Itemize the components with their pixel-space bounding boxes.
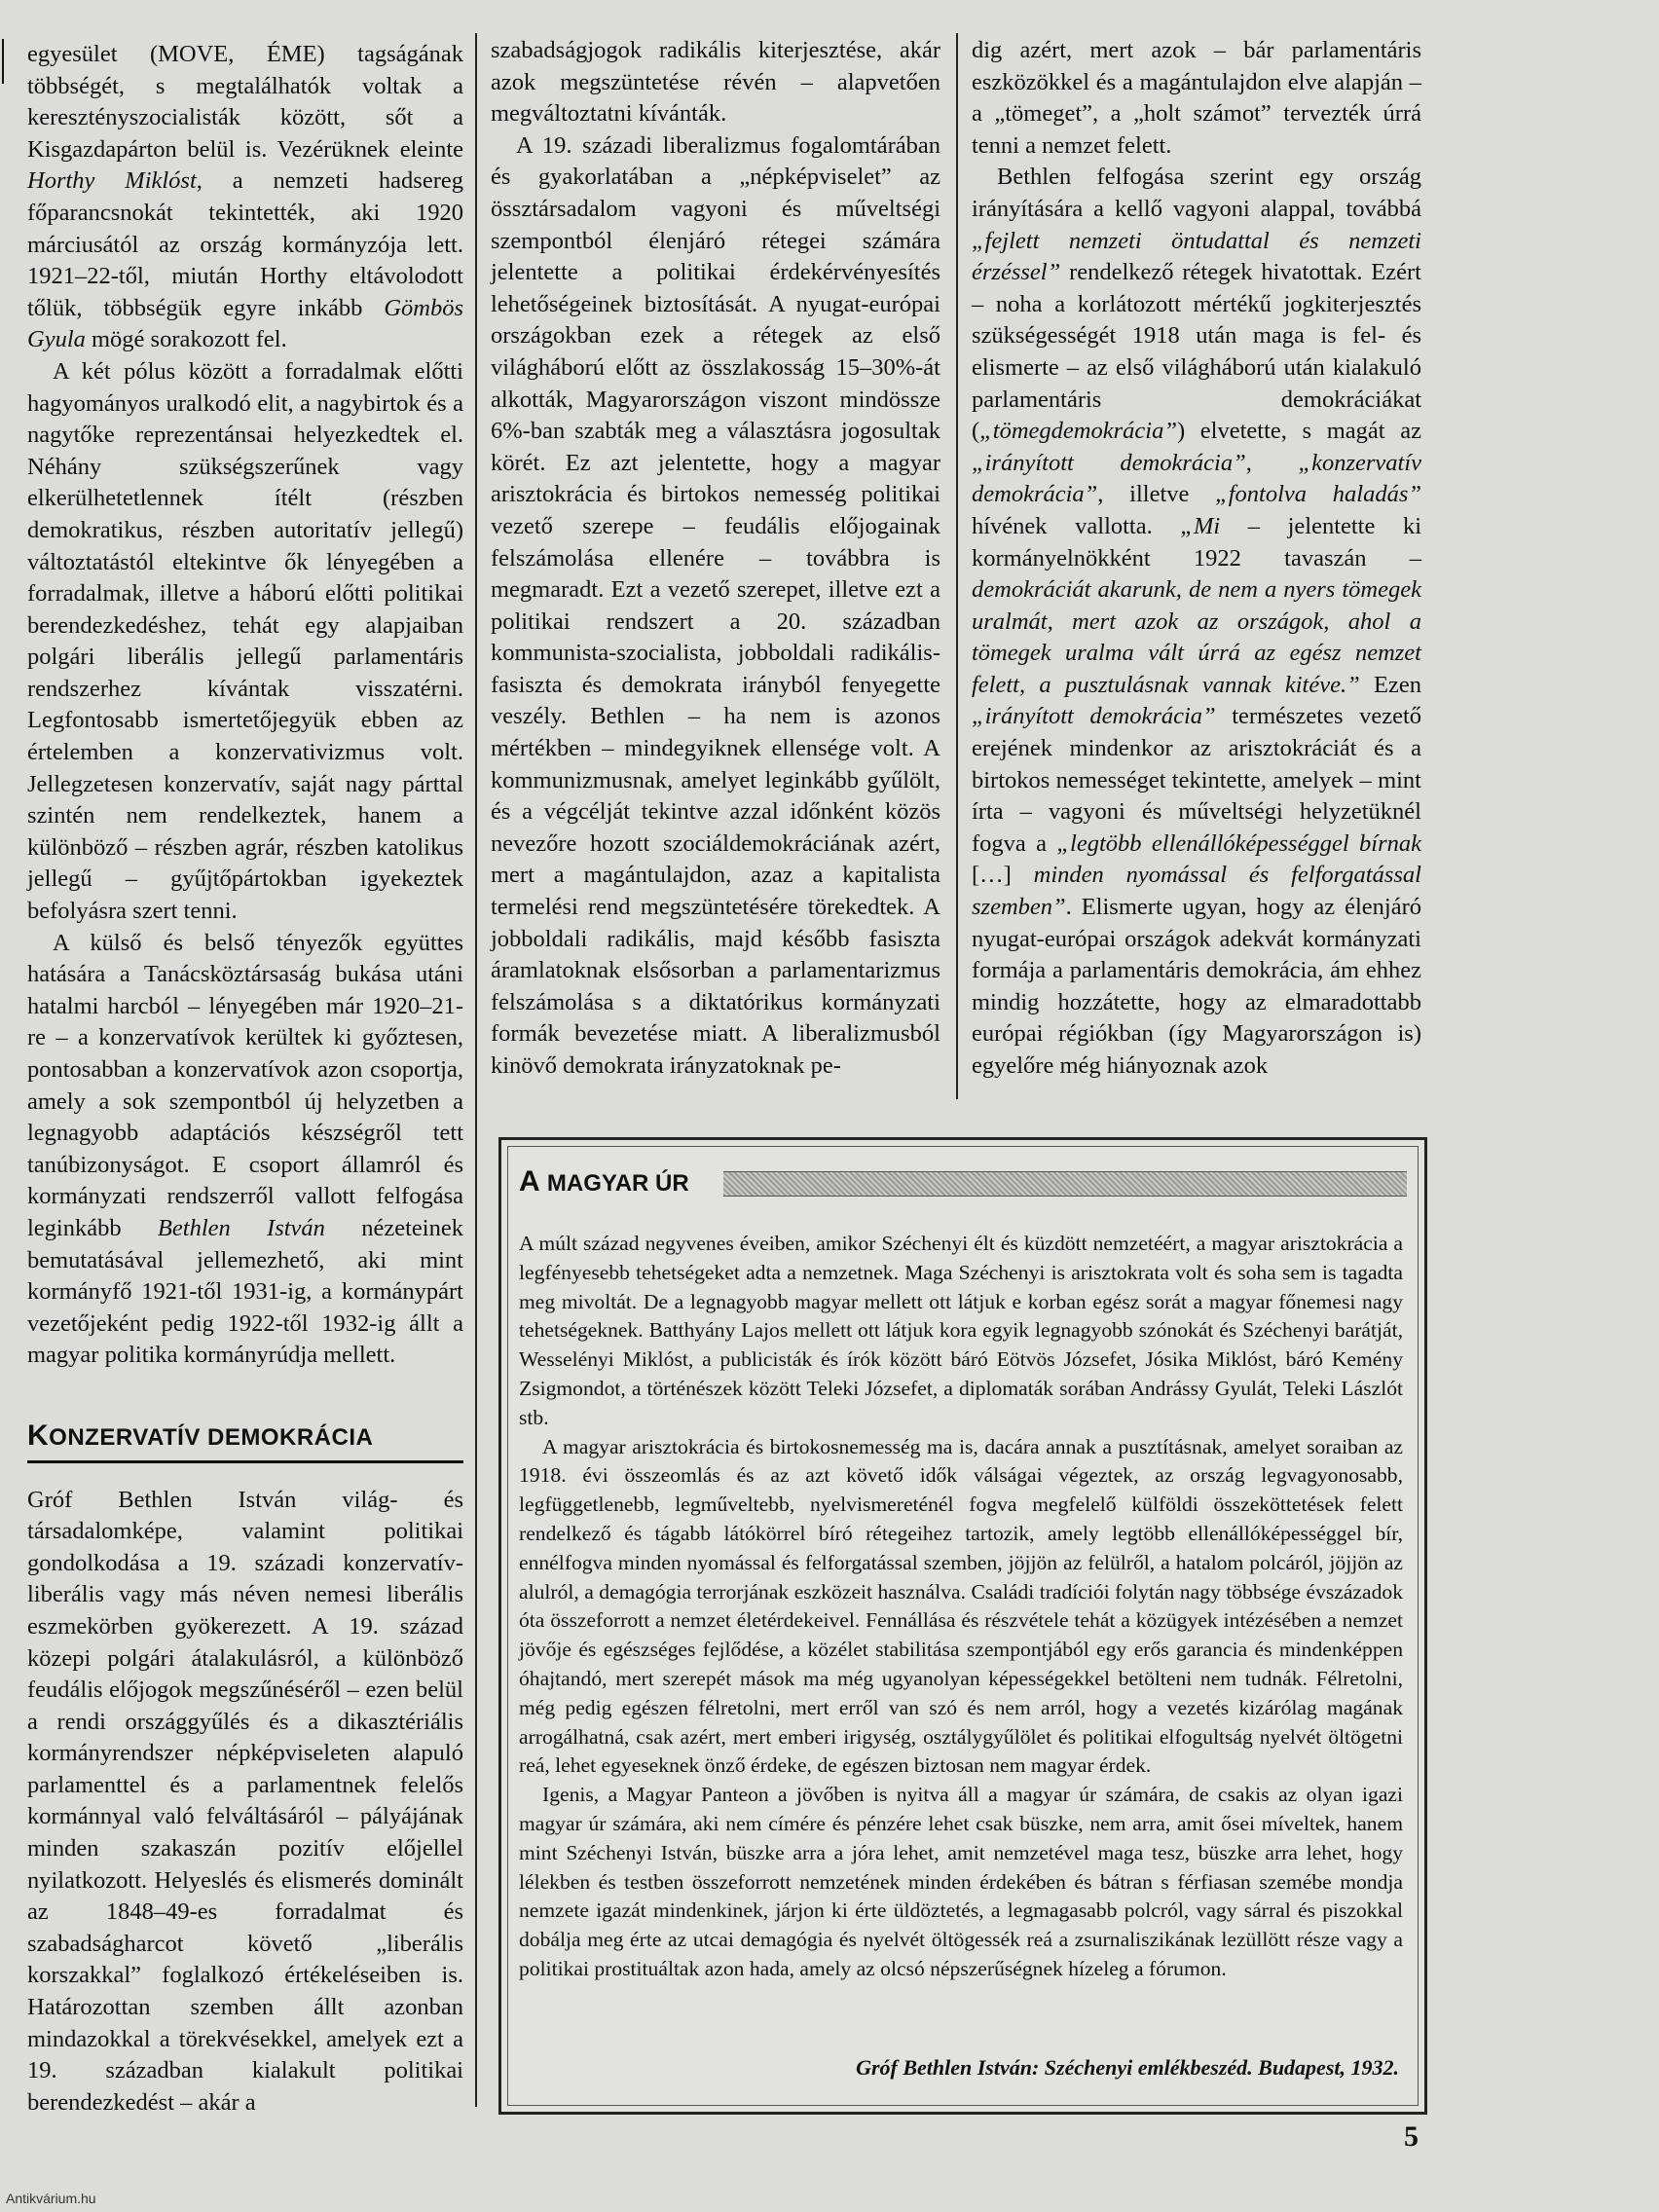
- page-number: 5: [1404, 2120, 1419, 2153]
- paragraph: Gróf Bethlen István világ- és társadalomképe, valamint politikai gondolkodása a 19. századi konzervatív-liberális vagy más néven nemesi liberális eszmekörben gyökerezett. A 19. század közepi polgári átalakulásról, a különböző feudális előjogok megszűnéséről – ezen belül a rendi országgyűlés és a dikasztériális kormányrendszer népképviseleten alapuló parlamenttel és a parlamentnek felelős kormánnyal való felváltásáról – pályájának minden szakaszán pozitív előjellel nyilatkozott. Helyeslés és elismerés dominált az 1848–49-es forradalmat és szabadságharcot követő „liberális korszakkal” foglalkozó értékeléseiben is. Határozottan szemben állt azonban mindazokkal a törekvésekkel, amelyek ezt a 19. században kialakult politikai berendezkedést – akár a: [27, 1486, 463, 2116]
- sidebar-title: A MAGYAR ÚR: [519, 1165, 699, 1198]
- paragraph: Bethlen felfogása szerint egy ország irányítására a kellő vagyoni alappal, továbbá „fejlett nemzeti öntudattal és nemzeti érzéssel” rendelkező rétegek hivatottak. Ezért – noha a korlátozott mértékű jogkiterjesztés szükségességét 1918 után maga is fel- és elismerte – az első világháború után kialakuló parlamentáris demokráciákat („tömegdemokrácia”) elvetette, s magát az „irányított demokrácia”, „konzervatív demokrácia”, illetve „fontolva haladás” hívének vallotta. „Mi – jelentette ki kormányelnökként 1922 tavaszán – demokráciát akarunk, de nem a nyers tömegek uralmát, mert azok az országok, ahol a tömegek uralma vált úrrá az egész nemzet felett, a pusztulásnak vannak kitéve.” Ezen „irányított demokrácia” természetes vezető erejének mindenkor az arisztokráciát és a birtokos nemességet tekintette, amelyek – mint írta – vagyoni és műveltségi helyzetüknél fogva a „legtöbb ellenállóképességgel bírnak […] minden nyomással és felforgatással szemben”. Elismerte ugyan, hogy az élenjáró nyugat-európai országok adekvát kormányzati formája a parlamentáris demokrácia, ám ehhez mindig hozzátette, hogy az elmaradottabb európai régiókban (így Magyarországon is) egyelőre még hiányoznak azok: [972, 164, 1422, 1079]
- paragraph: szabadságjogok radikális kiterjesztése, akár azok megszüntetése révén – alapvetően megváltoztatni kívánták.: [491, 37, 940, 128]
- paragraph: A múlt század negyvenes éveiben, amikor Széchenyi élt és küzdött nemzetéért, a magyar arisztokrácia a legfényesebb tehetségeket adta a nemzetnek. Maga Széchenyi is arisztokrata volt és soha sem is tagadta meg mivoltát. De a legnagyobb magyar mellett ott látjuk e korban egész sorát a magyar főnemesi nagy tehetségeknek. Batthyány Lajos mellett ott látjuk kora egyik legnagyobb szónokát és Széchenyi barátját, Wesselényi Miklóst, a publicisták és írók között báró Eötvös Józsefet, Jósika Miklóst, báró Kemény Zsigmondot, a történészek között Teleki Józsefet, a diplomaták sorában Andrássy Gyulát, Teleki Lászlót stb.: [519, 1232, 1403, 1429]
- sidebar-title-row: [519, 1165, 1407, 1204]
- paragraph: egyesület (MOVE, ÉME) tagságának többségét, s megtalálhatók voltak a keresztényszocialisták között, sőt a Kisgazdapárton belül is. Vezérüknek eleinte Horthy Miklóst, a nemzeti hadsereg főparancsnokát tekintették, aki 1920 márciusától az ország kormányzója lett. 1921–22-től, miután Horthy eltávolodott tőlük, többségük egyre inkább Gömbös Gyula mögé sorakozott fel.: [27, 41, 464, 353]
- sidebar-box: [498, 1137, 1427, 2115]
- column-divider-2: [956, 33, 958, 1099]
- watermark: Antikvárium.hu: [6, 2191, 96, 2206]
- section-heading: KONZERVATÍV DEMOKRÁCIA: [27, 1420, 463, 1463]
- paragraph: A 19. századi liberalizmus fogalomtárában és gyakorlatában a „népképviselet” az össztársadalom vagyoni és műveltségi szempontból élenjáró rétegei számára jelentette a politikai érdekérvényesítés lehetőségeinek biztosítását. A nyugat-európai országokban ezek a rétegek az első világháború előtt az összlakosság 15–30%-át alkották, Magyarországon viszont mindössze 6%-ban szabták meg a választásra jogosultak körét. Ez azt jelentette, hogy a magyar arisztokrácia és birtokos nemesség politikai vezető szerepe – feudális előjogainak felszámolása ellenére – továbbra is megmaradt. Ezt a vezető szerepet, illetve ezt a politikai rendszert a 20. században kommunista-szocialista, jobboldali radikális-fasiszta és demokrata irányból fenyegette veszély. Bethlen – ha nem is azonos mértékben – mindegyiknek ellensége volt. A kommunizmusnak, amelyet leginkább gyűlölt, és a végcélját tekintve azzal időnként közös nevezőre hozott szociáldemokráciának azért, mert a magántulajdon, azaz a kapitalista termelési rend megszüntetésére törekedtek. A jobboldali radikális, majd később fasiszta áramlatoknak elsősorban a parlamentarizmus felszámolása s a diktatórikus kormányzati formák bevezetése miatt. A liberalizmusból kinövő demokrata irányzatoknak pe-: [491, 131, 940, 1079]
- column-3: [972, 35, 1421, 1083]
- paragraph: dig azért, mert azok – bár parlamentáris eszközökkel és a magántulajdon elve alapján – a „tömeget”, a „holt számot” tervezték úrrá tenni a nemzet felett.: [972, 37, 1421, 159]
- paragraph: A külső és belső tényezők együttes hatására a Tanácsköztársaság bukása utáni hatalmi harcból – lényegében már 1920–21-re – a konzervatívok kerültek ki győztesen, pontosabban a konzervatívok azon csoportja, amely a sok szempontból új helyzetben a legnagyobb adaptációs készségről tett tanúbizonyságot. E csoport államról és kormányzati rendszerről vallott felfogása leginkább Bethlen István nézeteinek bemutatásával jellemezhető, aki mint kormányfő 1921-től 1931-ig, a kormánypárt vezetőjeként pedig 1922-től 1932-ig állt a magyar politika kormányrúdja mellett.: [27, 929, 463, 1369]
- quote-source: Gróf Bethlen István: Széchenyi emlékbeszéd. Budapest, 1932.: [856, 2055, 1399, 2080]
- column-divider-1: [475, 33, 477, 2107]
- margin-mark: [2, 39, 4, 84]
- title-decoration-bar: [723, 1171, 1407, 1197]
- column-2: [491, 35, 940, 1083]
- paragraph: A magyar arisztokrácia és birtokosnemesség ma is, dacára annak a pusztításnak, amelyet soraiban az 1918. évi összeomlás és az azt követő idők válságai végeztek, az ország legvagyonosabb, legfüggetlenebb, legműveltebb, nyelvismereténél fogva megfelelő külföldi összeköttetések felett rendelkező és tágabb látókörrel bíró rétegeihez tartozik, amely legtöbb ellenállóképességgel bír, ennélfogva minden nyomással és felforgatással szemben, jöjjön az felülről, a hatalom polcáról, jöjjön az alulról, a demagógia terrorjának eszközeit használva. Családi tradíciói folytán nagy többsége évszázadok óta összeforrott a nemzet életérdekeivel. Fennállása és részvétele tehát a közügyek intézésében a nemzet jövője és egészséges fejlődése, a közélet stabilitása szempontjából egy erős garancia és mindenképpen óhajtandó, mert szerepét mások ma még ugyanolyan képességekkel betölteni nem tudnák. Félretolni, még pedig egészen félretolni, mert erről van szó és nem arról, hogy a vezetés kizárólag magának arrogálhatná, csak azért, mert emberi irigység, osztálygyűlölet és politikai elfogultság nyelvét öltögetni reá, lehet egyeseknek önző érdeke, de egészen biztosan nem magyar érdek.: [519, 1434, 1403, 1778]
- paragraph: A két pólus között a forradalmak előtti hagyományos uralkodó elit, a nagybirtok és a nagytőke reprezentánsai helyezkedtek el. Néhány szükségszerűnek vagy elkerülhetetlennek ítélt (részben demokratikus, részben autoritatív jellegű) változtatástól eltekintve ők lényegében a forradalmak, illetve a háború előtti politikai berendezkedéshez, tehát egy alapjaiban polgári liberális jellegű parlamentáris rendszerhez kívántak visszatérni. Legfontosabb ismertetőjegyük ebben az értelemben a konzervativizmus volt. Jellegzetesen konzervatív, saját nagy párttal szintén nem rendelkeztek, hanem a különböző – részben agrár, részben katolikus jellegű – gyűjtőpártokban igyekeztek befolyásra szert tenni.: [27, 357, 463, 925]
- sidebar-text: [519, 1230, 1403, 1984]
- paragraph: Igenis, a Magyar Panteon a jövőben is nyitva áll a magyar úr számára, de csakis az olyan igazi magyar úr számára, aki nem címére és pénzére lehet csak büszke, nem arra, amit ősei míveltek, hanem mint Széchenyi István, büszke arra a jóra lehet, amit nemzetével maga tesz, büszke arra lehet, hogy lélekben és testben összeforrott nemzetének minden érdekében és bátran s férfiasan szemébe mondja nemzete igazát mindenkinek, járjon ki érte üldöztetés, a legmagasabb polcról, vagy sárral és piszokkal dobálja meg érte az utcai demagógia és nyelvét öltögessék reá a zsurnaliszikának lezüllött része vagy a politikai prostituáltak azon hada, amely az olcsó népszerűségnek hízeleg a fórumon.: [519, 1783, 1403, 1980]
- column-1: [27, 39, 463, 2119]
